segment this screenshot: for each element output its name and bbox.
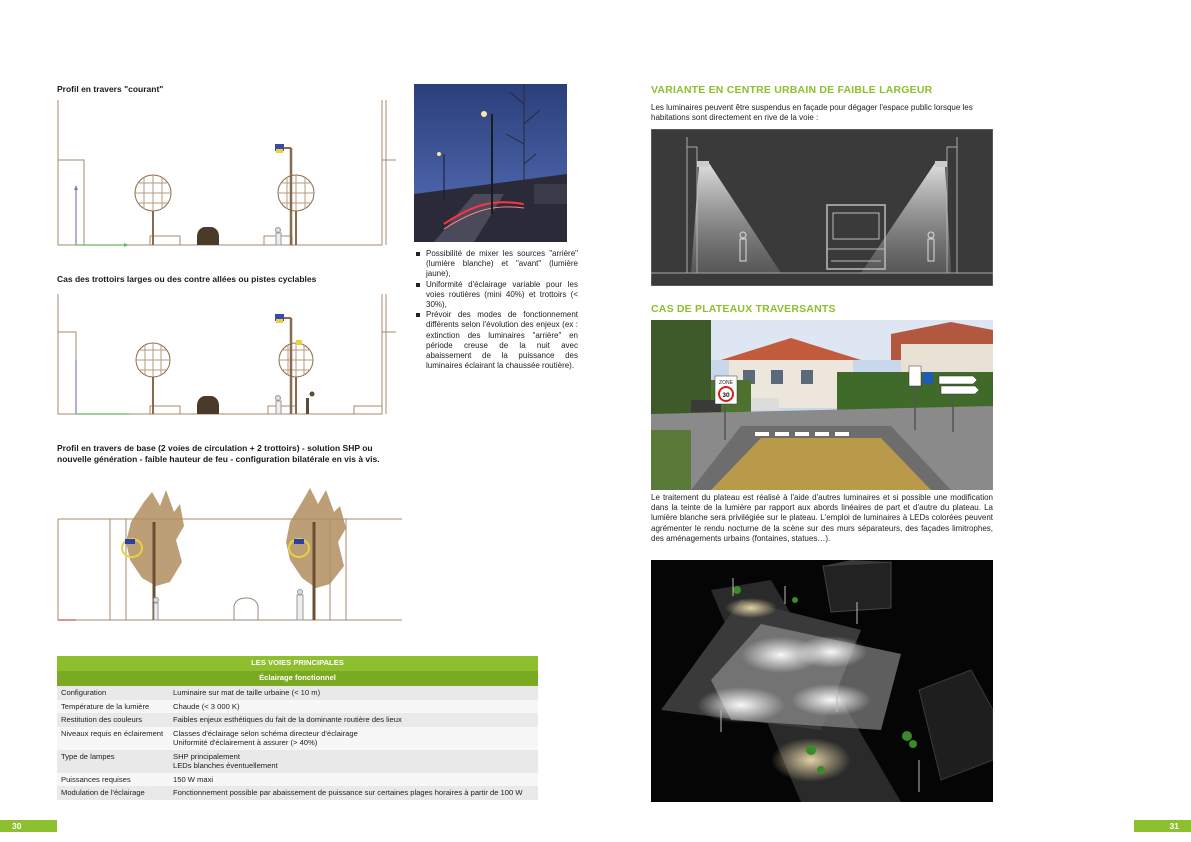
bullet-item: Uniformité d'éclairage variable pour les voies routières (mini 40%) et trottoirs (< 30%), xyxy=(426,279,578,310)
table-row xyxy=(57,773,538,787)
table-subtitle: Éclairage fonctionnel xyxy=(57,671,538,686)
table-title: LES VOIES PRINCIPALES xyxy=(57,656,538,671)
row-value: Luminaire sur mat de taille urbaine (< 10 m) xyxy=(169,686,538,700)
row-label: Niveaux requis en éclairement xyxy=(57,727,169,750)
table-row xyxy=(57,686,538,700)
row-value-line: LEDs blanches éventuellement xyxy=(173,761,278,770)
row-value: Faibles enjeux esthétiques du fait de la dominante routière des lieux xyxy=(169,713,538,727)
tree-right xyxy=(286,488,346,620)
profile-3-title-line2: nouvelle génération - faible hauteur de feu - configuration bilatérale en vis à vis. xyxy=(57,454,380,464)
row-label: Puissances requises xyxy=(57,773,169,787)
profile-3-title-line1: Profil en travers de base (2 voies de circulation + 2 trottoirs) - solution SHP ou xyxy=(57,443,373,453)
profile-1-title: Profil en travers "courant" xyxy=(57,84,164,94)
table-row xyxy=(57,727,538,750)
table-row xyxy=(57,700,538,714)
section-1-title: VARIANTE EN CENTRE URBAIN DE FAIBLE LARGEUR xyxy=(651,84,933,96)
profile-1-diagram xyxy=(56,98,402,250)
row-label: Restitution des couleurs xyxy=(57,713,169,727)
night-street-photo xyxy=(414,84,567,242)
profile-3-title xyxy=(57,443,380,465)
table-row xyxy=(57,713,538,727)
row-label: Type de lampes xyxy=(57,750,169,773)
row-label: Configuration xyxy=(57,686,169,700)
row-value: Chaude (< 3 000 K) xyxy=(169,700,538,714)
crossing-plateau-photo xyxy=(651,320,993,490)
section-2-text: Le traitement du plateau est réalisé à l'aide d'autres luminaires et si possible une modification dans la teinte de la lumière par rapport aux abords linéaires de part et d'autre du plateau. La lumière blanche sera privilégiée sur le plateau. L'emploi de luminaires à LEDs colorées peuvent agrémenter le rendu nocturne de la scène sur des murs séparateurs, des façades limitrophes, des aménagements urbains (fontaines, statues…). xyxy=(651,493,993,543)
row-value: 150 W maxi xyxy=(169,773,538,787)
table-row xyxy=(57,750,538,773)
row-label: Température de la lumière xyxy=(57,700,169,714)
main-roads-table xyxy=(57,656,538,800)
profile-2-title: Cas des trottoirs larges ou des contre allées ou pistes cyclables xyxy=(57,274,317,284)
lighting-bullets xyxy=(414,249,578,371)
bullet-item: Prévoir des modes de fonctionnement différents selon l'évolution des enjeux (ex : extinction des luminaires "arrière" en période creuse de la nuit avec abaissement de la puissance des luminaires éclairant la chaussée routière). xyxy=(426,310,578,371)
section-2-title: CAS DE PLATEAUX TRAVERSANTS xyxy=(651,303,836,315)
page-number-right: 31 xyxy=(1134,820,1191,832)
row-value xyxy=(169,727,538,750)
profile-3-diagram xyxy=(56,482,406,624)
row-value-line: Classes d'éclairage selon schéma directeur d'éclairage xyxy=(173,728,358,738)
row-value: Fonctionnement possible par abaissement de puissance sur certaines plages horaires à partir de 100 W xyxy=(169,786,538,800)
table-row xyxy=(57,786,538,800)
suspended-luminaires-illustration xyxy=(651,129,993,286)
row-value xyxy=(169,750,538,773)
row-value-line: Uniformité d'éclairement à assurer (> 40%) xyxy=(173,738,318,747)
row-label: Modulation de l'éclairage xyxy=(57,786,169,800)
night-plateau-render xyxy=(651,560,993,802)
bullet-item: Possibilité de mixer les sources "arrière" (lumière blanche) et "avant" (lumière jaune), xyxy=(426,249,578,279)
row-value-line: SHP principalement xyxy=(173,751,240,761)
section-1-text: Les luminaires peuvent être suspendus en façade pour dégager l'espace public lorsque les habitations sont directement en rive de la voie : xyxy=(651,103,973,123)
speed-sign-value: 30 xyxy=(722,392,730,399)
zone-sign-label: ZONE xyxy=(719,380,733,386)
profile-2-diagram xyxy=(56,290,402,420)
page-number-left: 30 xyxy=(0,820,57,832)
